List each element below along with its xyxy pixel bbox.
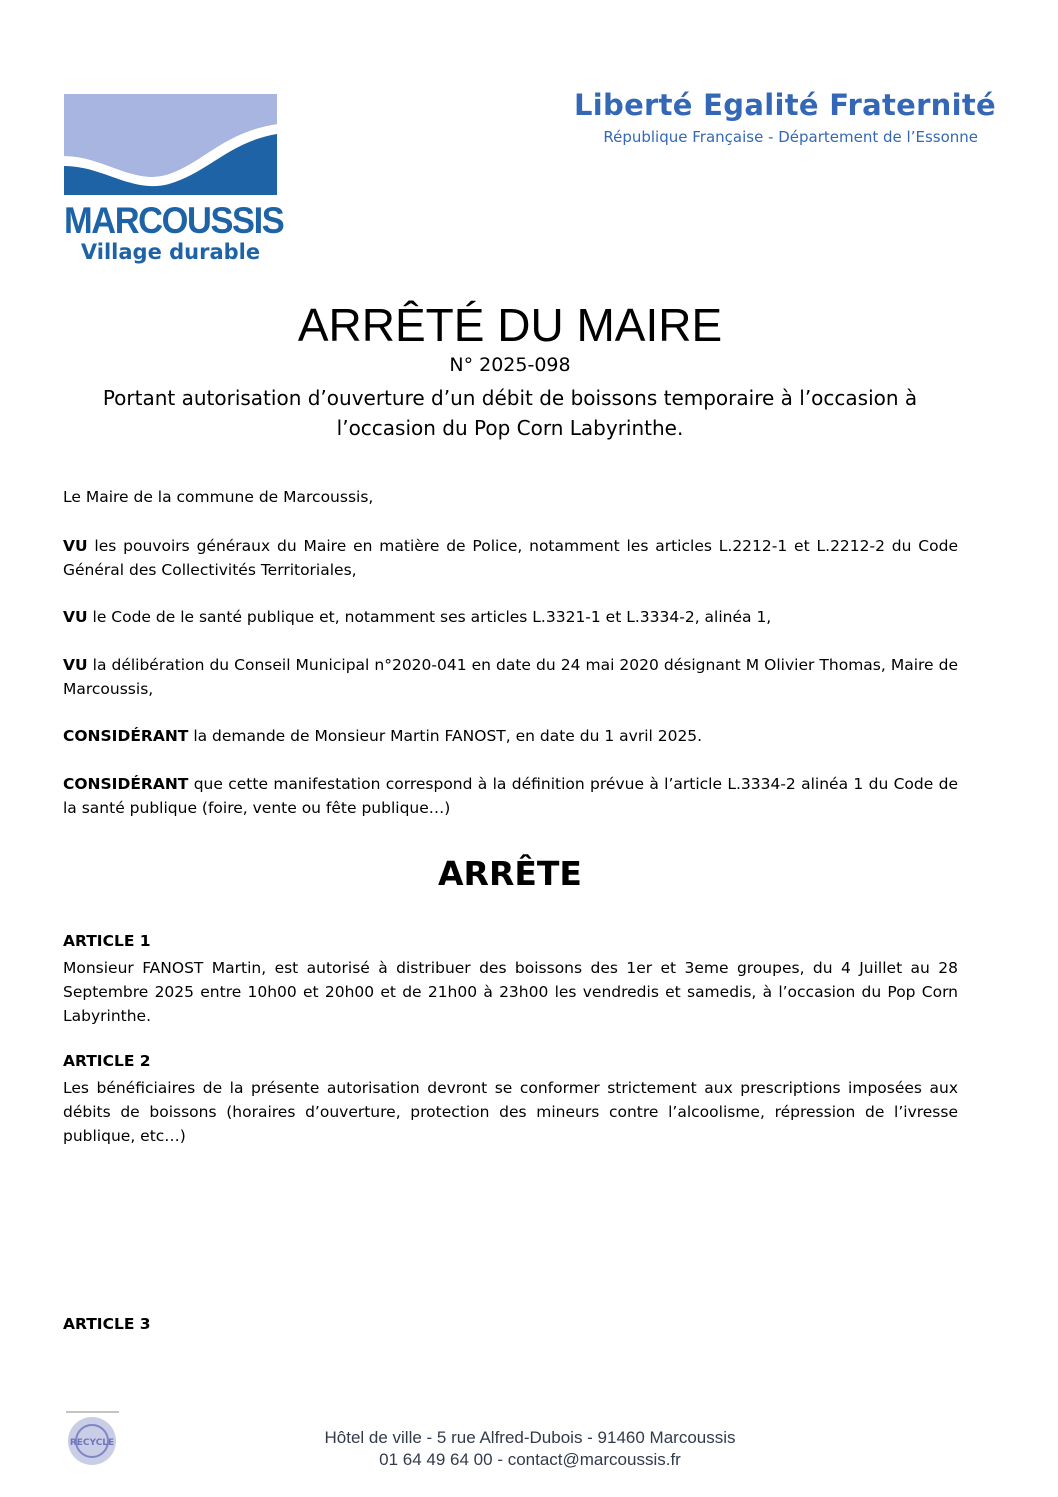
recycle-label: RECYCLE — [69, 1438, 115, 1448]
consideration-keyword: VU — [63, 537, 88, 555]
article-heading: ARTICLE 2 — [63, 1052, 151, 1070]
article-heading: ARTICLE 3 — [63, 1315, 151, 1333]
logo-name: MARCOUSSIS — [64, 200, 284, 241]
document-title: ARRÊTÉ DU MAIRE — [297, 299, 723, 351]
footer-address: Hôtel de ville - 5 rue Alfred-Dubois - 91460 Marcoussis — [324, 1428, 736, 1447]
consideration-keyword: VU — [63, 608, 88, 626]
consideration-paragraph — [63, 772, 958, 820]
article-text: Monsieur FANOST Martin, est autorisé à distribuer des boissons des 1er et 3eme groupes, du 4 Juillet au 28 Septembre 2025 entre 10h00 et 20h00 et de 21h00 à 23h00 les vendredis et samedis, à l’occasion du Pop Corn Labyrinthe. — [63, 959, 958, 1025]
article-heading: ARTICLE 1 — [63, 932, 151, 950]
logo-tagline: Village durable — [80, 240, 261, 264]
document-subject: Portant autorisation d’ouverture d’un débit de boissons temporaire à l’occasion à l’occasion du Pop Corn Labyrinthe. — [102, 386, 918, 440]
republic-motto: Liberté Egalité Fraternité — [574, 88, 996, 122]
footer-contact: 01 64 49 64 00 - contact@marcoussis.fr — [379, 1450, 681, 1469]
consideration-keyword: CONSIDÉRANT — [63, 775, 189, 793]
consideration-text: que cette manifestation correspond à la définition prévue à l’article L.3334-2 alinéa 1 du Code de la santé publique (foire, vente ou fête publique…) — [63, 775, 958, 817]
consideration-text: les pouvoirs généraux du Maire en matière de Police, notamment les articles L.2212-1 et L.2212-2 du Code Général des Collectivités Territoriales, — [63, 537, 958, 579]
consideration-paragraph — [63, 724, 958, 748]
consideration-text: le Code de le santé publique et, notamment ses articles L.3321-1 et L.3334-2, alinéa 1, — [87, 608, 772, 626]
document-number: N° 2025-098 — [449, 354, 571, 376]
intro-paragraph: Le Maire de la commune de Marcoussis, — [63, 488, 374, 506]
consideration-paragraph — [63, 605, 958, 629]
decision-heading: ARRÊTE — [438, 854, 582, 893]
consideration-paragraph — [63, 653, 958, 701]
republic-motto-subtitle: République Française - Département de l’Essonne — [603, 128, 978, 146]
article-text: Les bénéficiaires de la présente autorisation devront se conformer strictement aux prescriptions imposées aux débits de boissons (horaires d’ouverture, protection des mineurs contre l’alcoolisme, répression de l’ivresse publique, etc…) — [63, 1079, 958, 1145]
consideration-text: la délibération du Conseil Municipal n°2020-041 en date du 24 mai 2020 désignant M Olivier Thomas, Maire de Marcoussis, — [63, 656, 958, 698]
consideration-keyword: CONSIDÉRANT — [63, 727, 189, 745]
consideration-text: la demande de Monsieur Martin FANOST, en date du 1 avril 2025. — [188, 727, 703, 745]
consideration-paragraph — [63, 534, 958, 582]
marcoussis-logo — [64, 94, 284, 269]
consideration-keyword: VU — [63, 656, 88, 674]
